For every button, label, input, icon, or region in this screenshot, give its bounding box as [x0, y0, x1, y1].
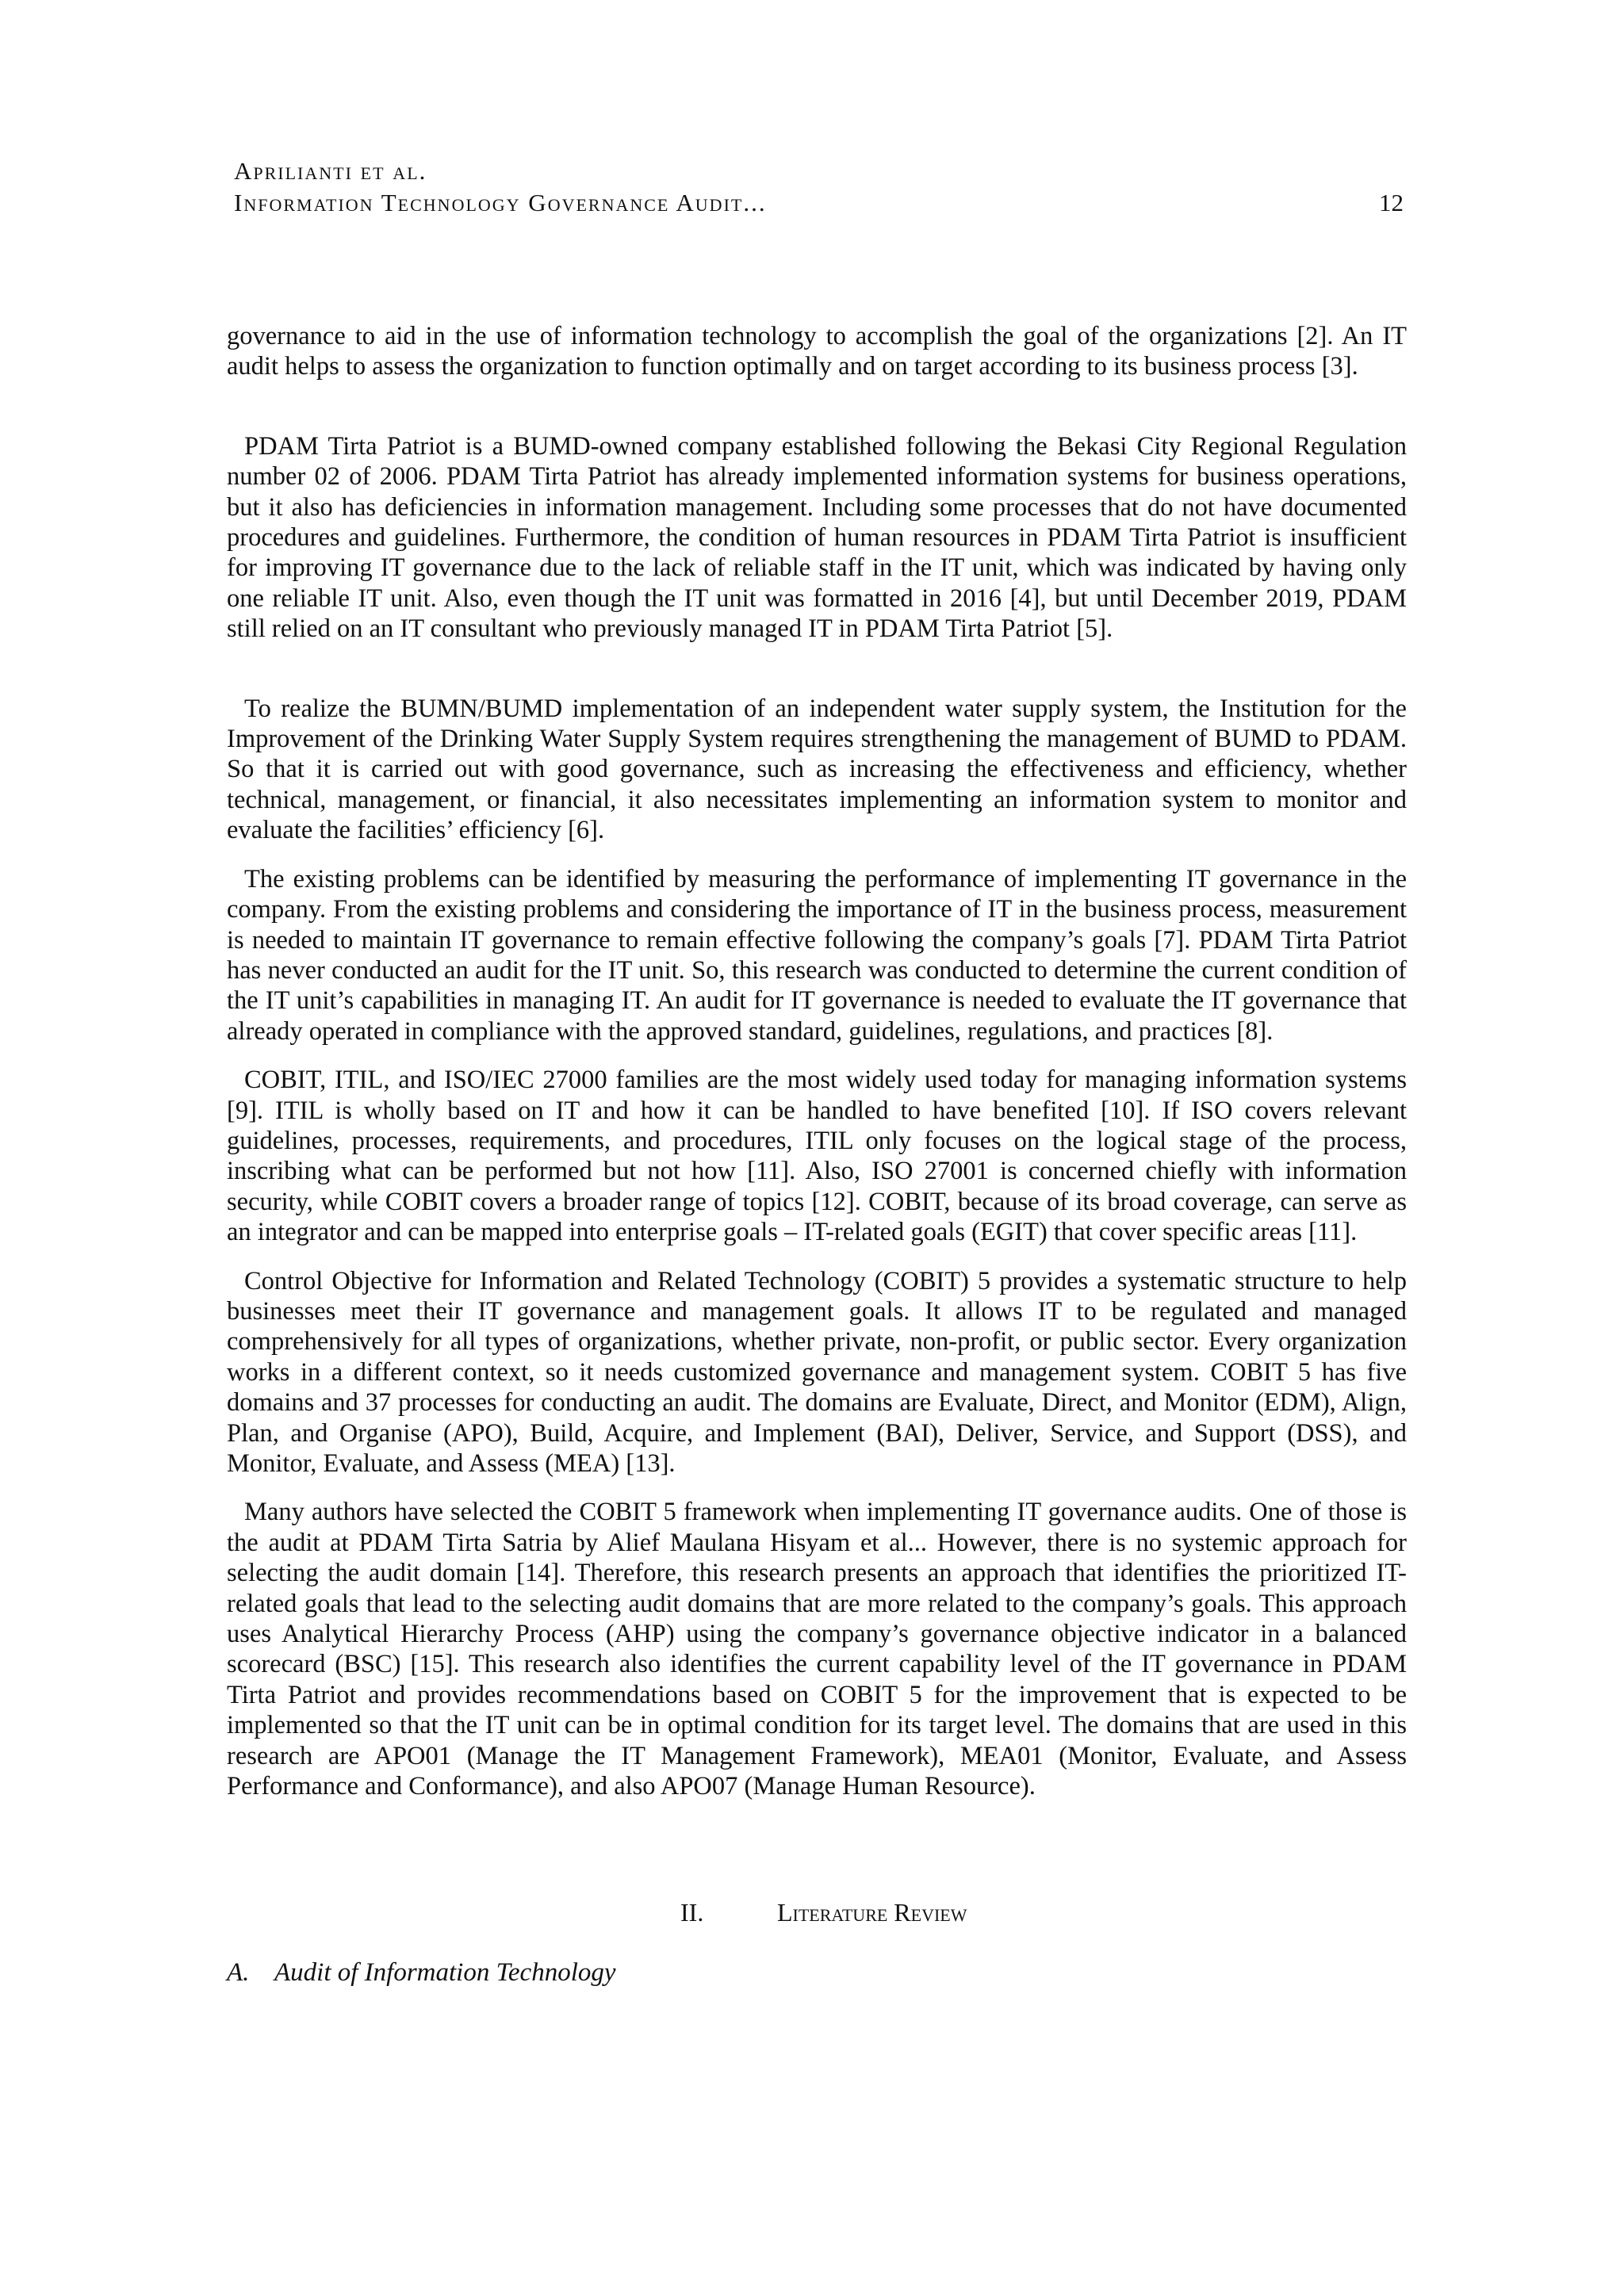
paragraph: COBIT, ITIL, and ISO/IEC 27000 families are the most widely used today for managing information systems [9]. ITIL is wholly based on IT and how it can be handled to have benefited [10]. If ISO covers relevant guidelines, processes, requirements, and procedures, ITIL only focuses on the logical stage of the process, inscribing what can be performed but not how [11]. Also, ISO 27001 is concerned chiefly with information security, while COBIT covers a broader range of topics [12]. COBIT, because of its broad coverage, can serve as an integrator and can be mapped into enterprise goals – IT-related goals (EGIT) that cover specific areas [11]. [227, 1066, 1407, 1247]
running-header-authors: Aprilianti et al. [234, 157, 427, 185]
paragraph-continued: governance to aid in the use of information technology to accomplish the goal of the organizations [2]. An IT audit helps to assess the organization to function optimally and on target according to its business process [3]. [227, 322, 1407, 381]
subsection-letter: A. [227, 1958, 250, 1987]
running-header [234, 155, 1404, 219]
subsection-heading [227, 1957, 616, 1988]
paragraph: To realize the BUMN/BUMD implementation of an independent water supply system, the Institution for the Improvement of the Drinking Water Supply System requires strengthening the management of BUMD to PDAM. So that it is carried out with good governance, such as increasing the effectiveness and efficiency, whether technical, management, or financial, it also necessitates implementing an information system to monitor and evaluate the facilities’ efficiency [6]. [227, 694, 1407, 845]
page-number: 12 [1379, 189, 1404, 216]
paragraph: Control Objective for Information and Related Technology (COBIT) 5 provides a systematic structure to help businesses meet their IT governance and management goals. It allows IT to be regulated and managed comprehensively for all types of organizations, whether private, non-profit, or public sector. Every organization works in a different context, so it needs customized governance and management system. COBIT 5 has five domains and 37 processes for conducting an audit. The domains are Evaluate, Direct, and Monitor (EDM), Align, Plan, and Organise (APO), Build, Acquire, and Implement (BAI), Deliver, Service, and Support (DSS), and Monitor, Evaluate, and Assess (MEA) [13]. [227, 1266, 1407, 1478]
subsection-title: Audit of Information Technology [274, 1958, 616, 1987]
paragraph: PDAM Tirta Patriot is a BUMD-owned company established following the Bekasi City Regional Regulation number 02 of 2006. PDAM Tirta Patriot has already implemented information systems for business operations, but it also has deficiencies in information management. Including some processes that do not have documented procedures and guidelines. Furthermore, the condition of human resources in PDAM Tirta Patriot is insufficient for improving IT governance due to the lack of reliable staff in the IT unit, which was indicated by having only one reliable IT unit. Also, even though the IT unit was formatted in 2016 [4], but until December 2019, PDAM still relied on an IT consultant who previously managed IT in PDAM Tirta Patriot [5]. [227, 431, 1407, 644]
section-number: II. [680, 1898, 704, 1927]
paragraph: The existing problems can be identified by measuring the performance of implementing IT governance in the company. From the existing problems and considering the importance of IT in the business process, measurement is needed to maintain IT governance to remain effective following the company’s goals [7]. PDAM Tirta Patriot has never conducted an audit for the IT unit. So, this research was conducted to determine the current condition of the IT unit’s capabilities in managing IT. An audit for IT governance is needed to evaluate the IT governance that already operated in compliance with the approved standard, guidelines, regulations, and practices [8]. [227, 864, 1407, 1046]
body-text [227, 321, 1407, 1820]
running-header-title-row [234, 187, 1404, 219]
running-header-title: Information Technology Governance Audit... [234, 189, 767, 216]
paragraph: Many authors have selected the COBIT 5 framework when implementing IT governance audits. One of those is the audit at PDAM Tirta Satria by Alief Maulana Hisyam et al... However, there is no systemic approach for selecting the audit domain [14]. Therefore, this research presents an approach that identifies the prioritized IT-related goals that lead to the selecting audit domains that are more related to the company’s goals. This approach uses Analytical Hierarchy Process (AHP) using the company’s governance objective indicator in a balanced scorecard (BSC) [15]. This research also identifies the current capability level of the IT governance in PDAM Tirta Patriot and provides recommendations based on COBIT 5 for the improvement that is expected to be implemented so that the IT unit can be in optimal condition for its target level. The domains that are used in this research are APO01 (Manage the IT Management Framework), MEA01 (Monitor, Evaluate, and Assess Performance and Conformance), and also APO07 (Manage Human Resource). [227, 1498, 1407, 1801]
section-title: Literature Review [777, 1898, 967, 1927]
